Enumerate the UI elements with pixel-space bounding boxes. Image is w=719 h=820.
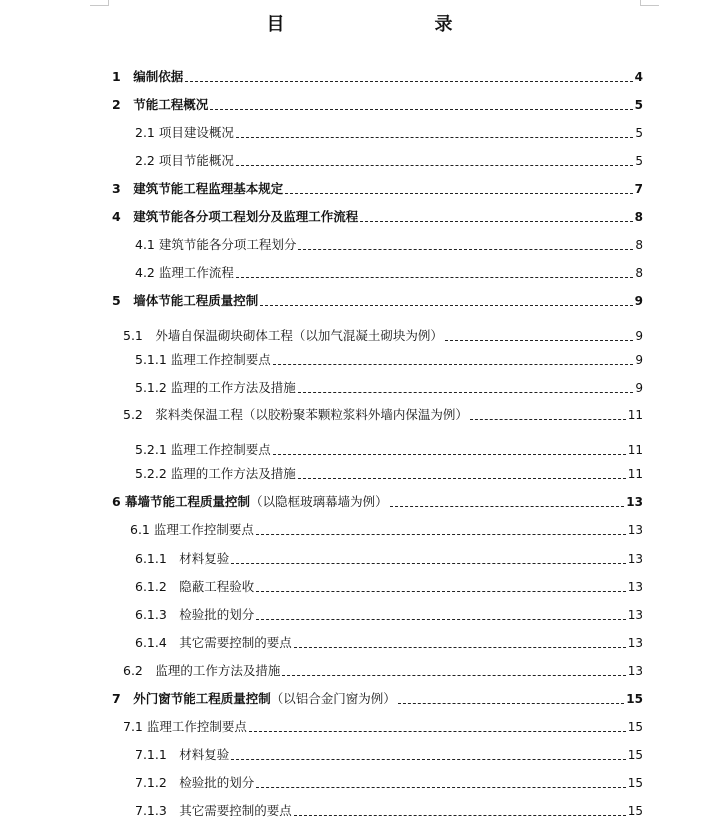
toc-entry[interactable]: [112, 67, 643, 85]
toc-entry-label: 3 建筑节能工程监理基本规定: [112, 181, 284, 196]
toc-page-number: 13: [627, 580, 643, 594]
toc-entry-label: 2.2 项目节能概况: [135, 153, 234, 168]
toc-leader: [256, 618, 625, 620]
toc-leader: [249, 730, 626, 732]
toc-leader: [398, 702, 625, 704]
toc-leader: [273, 453, 626, 455]
toc-leader: [185, 80, 632, 82]
toc-entry-label: 5.1 外墙自保温砌块砌体工程（以加气混凝土砌块为例）: [123, 328, 443, 343]
toc-page-number: 5: [635, 154, 643, 168]
toc-leader: [273, 363, 634, 365]
toc-page-number: 11: [627, 408, 643, 422]
toc-entry[interactable]: [123, 717, 643, 735]
toc-page-number: 5: [635, 126, 643, 140]
toc-entry-label: 6.1.1 材料复验: [135, 551, 230, 566]
toc-entry-label: 6.1.3 检验批的划分: [135, 607, 255, 622]
toc-title: 目 录: [266, 14, 491, 35]
toc-entry[interactable]: [135, 801, 643, 819]
toc-page-number: 15: [627, 720, 643, 734]
toc-entry-note: （以铝合金门窗为例）: [270, 691, 396, 706]
toc-entry-label: 4.2 监理工作流程: [135, 265, 234, 280]
toc-page-number: 15: [627, 804, 643, 818]
toc-entry-label: 7.1 监理工作控制要点: [123, 719, 247, 734]
toc-leader: [298, 248, 633, 250]
toc-entry[interactable]: [135, 350, 643, 368]
toc-page-number: 13: [627, 552, 643, 566]
toc-leader: [236, 276, 634, 278]
toc-entry-label: 7.1.1 材料复验: [135, 747, 230, 762]
toc-leader: [294, 814, 626, 816]
toc-page-number: 13: [627, 523, 643, 537]
toc-entry[interactable]: [112, 492, 643, 510]
toc-leader: [256, 590, 625, 592]
toc-leader: [210, 108, 632, 110]
toc-entry-label: 6.1 监理工作控制要点: [130, 522, 254, 537]
toc-entry-label: 4.1 建筑节能各分项工程划分: [135, 237, 297, 252]
toc-leader: [294, 646, 626, 648]
toc-entry[interactable]: [135, 633, 643, 651]
toc-leader: [298, 391, 634, 393]
toc-entry-note: （以隐框玻璃幕墙为例）: [250, 494, 388, 509]
toc-page-number: 15: [627, 776, 643, 790]
toc-leader: [390, 505, 625, 507]
toc-entry[interactable]: [135, 464, 643, 482]
toc-entry-label: 7.1.3 其它需要控制的要点: [135, 803, 292, 818]
toc-entry[interactable]: [130, 520, 643, 538]
toc-entry[interactable]: [112, 207, 643, 225]
toc-leader: [360, 220, 632, 222]
toc-page-number: 4: [634, 70, 643, 84]
toc-page-number: 9: [634, 294, 643, 308]
toc-entry-label: [112, 691, 396, 707]
toc-page-number: 15: [626, 692, 643, 706]
toc-entry-label: 5.2.1 监理工作控制要点: [135, 442, 271, 457]
toc-leader: [285, 192, 632, 194]
toc-leader: [282, 674, 625, 676]
toc-page-number: 8: [634, 210, 643, 224]
toc-entry-label: 5.1.2 监理的工作方法及措施: [135, 380, 296, 395]
page-corner-mark-left: [90, 0, 109, 6]
toc-page-number: 11: [627, 443, 643, 457]
toc-entry[interactable]: [135, 235, 643, 253]
toc-entry[interactable]: [135, 123, 643, 141]
toc-entry-label: 2.1 项目建设概况: [135, 125, 234, 140]
toc-entry[interactable]: [123, 661, 643, 679]
toc-page-number: 9: [635, 329, 643, 343]
toc-leader: [236, 164, 634, 166]
toc-entry-label: 2 节能工程概况: [112, 97, 209, 112]
toc-leader: [470, 418, 626, 420]
toc-entry-label: 5.1.1 监理工作控制要点: [135, 352, 271, 367]
toc-entry[interactable]: [123, 405, 643, 423]
toc-page-number: 13: [627, 608, 643, 622]
toc-leader: [231, 758, 625, 760]
toc-leader: [256, 786, 625, 788]
toc-entry-label: 6.1.4 其它需要控制的要点: [135, 635, 292, 650]
toc-page-number: 7: [634, 182, 643, 196]
toc-page-number: 5: [634, 98, 643, 112]
toc-leader: [260, 304, 632, 306]
toc-page-number: 8: [635, 238, 643, 252]
toc-entry[interactable]: [135, 549, 643, 567]
toc-leader: [236, 136, 634, 138]
toc-page-number: 11: [627, 467, 643, 481]
toc-entry-label: 6.2 监理的工作方法及措施: [123, 663, 281, 678]
toc-entry[interactable]: [135, 605, 643, 623]
toc-entry[interactable]: [112, 291, 643, 309]
toc-entry[interactable]: [112, 689, 643, 707]
toc-entry[interactable]: [135, 745, 643, 763]
toc-page-number: 13: [626, 495, 643, 509]
toc-entry[interactable]: [112, 179, 643, 197]
toc-page-number: 9: [635, 381, 643, 395]
toc-page-number: 9: [635, 353, 643, 367]
toc-entry-label: 5.2.2 监理的工作方法及措施: [135, 466, 296, 481]
toc-entry[interactable]: [135, 378, 643, 396]
toc-entry-label: [112, 494, 388, 510]
toc-entry[interactable]: [123, 326, 643, 344]
page-corner-mark-right: [640, 0, 659, 6]
toc-entry-label: 5 墙体节能工程质量控制: [112, 293, 259, 308]
toc-page-number: 13: [627, 636, 643, 650]
toc-page-number: 8: [635, 266, 643, 280]
toc-page-number: 15: [627, 748, 643, 762]
toc-entry[interactable]: [135, 577, 643, 595]
toc-entry-label: 4 建筑节能各分项工程划分及监理工作流程: [112, 209, 359, 224]
toc-entry[interactable]: [112, 95, 643, 113]
toc-entry[interactable]: [135, 773, 643, 791]
toc-entry[interactable]: [135, 151, 643, 169]
toc-entry-label: 1 编制依据: [112, 69, 184, 84]
toc-entry-heading: 7 外门窗节能工程质量控制: [112, 691, 271, 706]
toc-entry[interactable]: [135, 263, 643, 281]
toc-page-number: 13: [627, 664, 643, 678]
toc-entry[interactable]: [135, 440, 643, 458]
toc-entry-label: 6.1.2 隐蔽工程验收: [135, 579, 255, 594]
toc-leader: [445, 339, 633, 341]
toc-leader: [298, 477, 626, 479]
toc-entry-label: 7.1.2 检验批的划分: [135, 775, 255, 790]
toc-entry-heading: 6 幕墙节能工程质量控制: [112, 494, 251, 509]
toc-leader: [256, 533, 626, 535]
toc-entry-label: 5.2 浆料类保温工程（以胶粉聚苯颗粒浆料外墙内保温为例）: [123, 407, 468, 422]
toc-leader: [231, 562, 625, 564]
